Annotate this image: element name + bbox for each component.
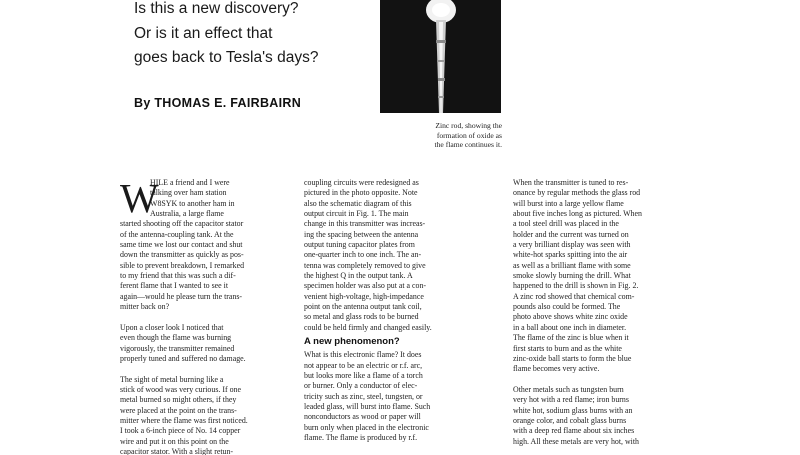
text-line: not appear to be an electric or r.f. arc, (304, 360, 423, 370)
text-line: ing the spacing between the antenna (304, 229, 419, 239)
text-line: high. All these metals are very hot, with (513, 436, 640, 446)
text-line: leaded glass, will burst into flame. Such (304, 401, 431, 411)
text-line: so metal and glass rods to be burned (304, 312, 419, 322)
text-line: one-quarter inch to one inch. The an- (304, 250, 422, 260)
paragraph-gap (513, 375, 699, 385)
text-line: HILE a friend and I were (150, 178, 230, 187)
text-line: flame. The flame is produced by r.f. (304, 432, 418, 442)
text-line: of the antenna-coupling tank. At the (120, 229, 234, 239)
text-line: in a ball about one inch in diameter. (513, 322, 627, 332)
text-line: as well as a brilliant flame with some (513, 260, 631, 270)
deck-line: Or is it an effect that (134, 24, 273, 42)
text-line: smoke slowly burning the drill. What (513, 271, 631, 281)
body-column-1 (120, 175, 306, 455)
text-line: to my friend that this was such a dif- (120, 271, 236, 281)
body-column-2 (304, 178, 490, 443)
section-heading: A new phenomenon? (304, 336, 400, 348)
text-line: were placed at the point on the trans- (120, 405, 237, 415)
text-line: The sight of metal burning like a (120, 374, 224, 384)
text-line: pictured in the photo opposite. Note (304, 188, 418, 198)
text-line: output tuning capacitor plates from (304, 240, 415, 250)
text-line: photo above shows white zinc oxide (513, 312, 628, 322)
text-line: onance by regular methods the glass rod (513, 188, 641, 198)
text-line: stick of wood was very curious. If one (120, 384, 241, 394)
text-line: mitter where the flame was first noticed. (120, 415, 248, 425)
text-line: but looks more like a flame of a torch (304, 370, 423, 380)
text-line: even though the flame was burning (120, 333, 232, 343)
text-line: properly tuned and suffered no damage. (120, 353, 246, 363)
deck-line: goes back to Tesla's days? (134, 49, 319, 66)
text-line: happened to the drill is shown in Fig. 2. (513, 281, 639, 291)
text-line: Upon a closer look I noticed that (120, 322, 224, 332)
text-line: burn only when placed in the electronic (304, 422, 429, 432)
text-line: Other metals such as tungsten burn (513, 384, 624, 394)
text-line: white-hot sparks spitting into the air (513, 250, 628, 260)
text-line: a very brilliant display was seen with (513, 240, 631, 250)
text-line: zinc-oxide ball starts to form the blue (513, 353, 632, 363)
text-line: When the transmitter is tuned to res- (513, 178, 629, 187)
text-line: What is this electronic flame? It does (304, 350, 422, 360)
text-line: the highest Q in the output tank. A (304, 271, 413, 281)
text-line: ferent flame that I wanted to see it (120, 281, 229, 291)
zinc-rod-image (380, 0, 501, 113)
body-column-3 (513, 178, 699, 447)
text-line: flame becomes very active. (513, 364, 600, 374)
text-line: capacitor stator. With a slight retun- (120, 446, 234, 455)
text-line: a tool steel drill was placed in the (513, 219, 619, 229)
text-line: specimen holder was also put at a con- (304, 281, 427, 291)
text-line: venient high-voltage, high-impedance (304, 291, 424, 301)
text-line: I took a 6-inch piece of No. 14 copper (120, 426, 241, 436)
text-line: Australia, a large flame (150, 209, 224, 219)
text-line: wire and put it on this point on the (120, 436, 229, 446)
text-line: orange color, and cobalt glass burns (513, 415, 627, 425)
text-line: pounds also could be formed. The (513, 302, 621, 312)
paragraph-gap (120, 364, 306, 374)
text-line: mitter back on? (120, 302, 170, 312)
drop-cap: W (120, 175, 159, 221)
text-line: A zinc rod showed that chemical com- (513, 291, 635, 301)
text-line: down the transmitter as quickly as pos- (120, 250, 244, 260)
text-line: about five inches long as pictured. When (513, 209, 642, 219)
text-line: could be held firmly and changed easily. (304, 322, 432, 332)
text-line: white hot, sodium glass burns with an (513, 405, 633, 415)
text-line: again—would he please turn the trans- (120, 291, 243, 301)
text-line: change in this transmitter was increas- (304, 219, 426, 229)
text-line: vigorously, the transmitter remained (120, 343, 235, 353)
zinc-rod-photo (380, 0, 501, 113)
text-line: first starts to burn and as the white (513, 343, 622, 353)
byline: By THOMAS E. FAIRBAIRN (134, 96, 302, 110)
caption-line: Zinc rod, showing the (435, 121, 502, 130)
text-line: will burst into a large yellow flame (513, 198, 624, 208)
text-line: metal burned so might others, if they (120, 395, 237, 405)
text-line: holder and the current was turned on (513, 229, 629, 239)
paragraph-gap (120, 312, 306, 322)
text-line: sible to prevent breakdown, I remarked (120, 260, 245, 270)
text-line: talking over ham station (150, 188, 227, 198)
caption-line: the flame continues it. (434, 140, 502, 150)
text-line: nonconductors as wood or paper will (304, 412, 421, 422)
text-line: W8SYK to another ham in (150, 198, 235, 208)
article-deck (134, 0, 369, 71)
text-line: output circuit in Fig. 1. The main (304, 209, 409, 219)
text-line: same time we lost our contact and shut (120, 240, 243, 250)
text-line: or burner. Only a conductor of elec- (304, 381, 418, 391)
text-line: with a deep red flame about six inches (513, 426, 635, 436)
text-line: very hot with a red flame; iron burns (513, 395, 629, 405)
deck-line: Is this a new discovery? (134, 0, 299, 17)
text-line: also the schematic diagram of this (304, 198, 412, 208)
text-line: point on the antenna output tank coil, (304, 302, 422, 312)
text-line: The flame of the zinc is blue when it (513, 333, 629, 343)
text-line: tenna was completely removed to give (304, 260, 426, 270)
photo-caption (382, 121, 502, 150)
text-line: coupling circuits were redesigned as (304, 178, 419, 187)
caption-line: formation of oxide as (436, 130, 502, 140)
text-line: tricity such as zinc, steel, tungsten, or (304, 391, 423, 401)
text-line: started shooting off the capacitor stator (120, 219, 244, 229)
